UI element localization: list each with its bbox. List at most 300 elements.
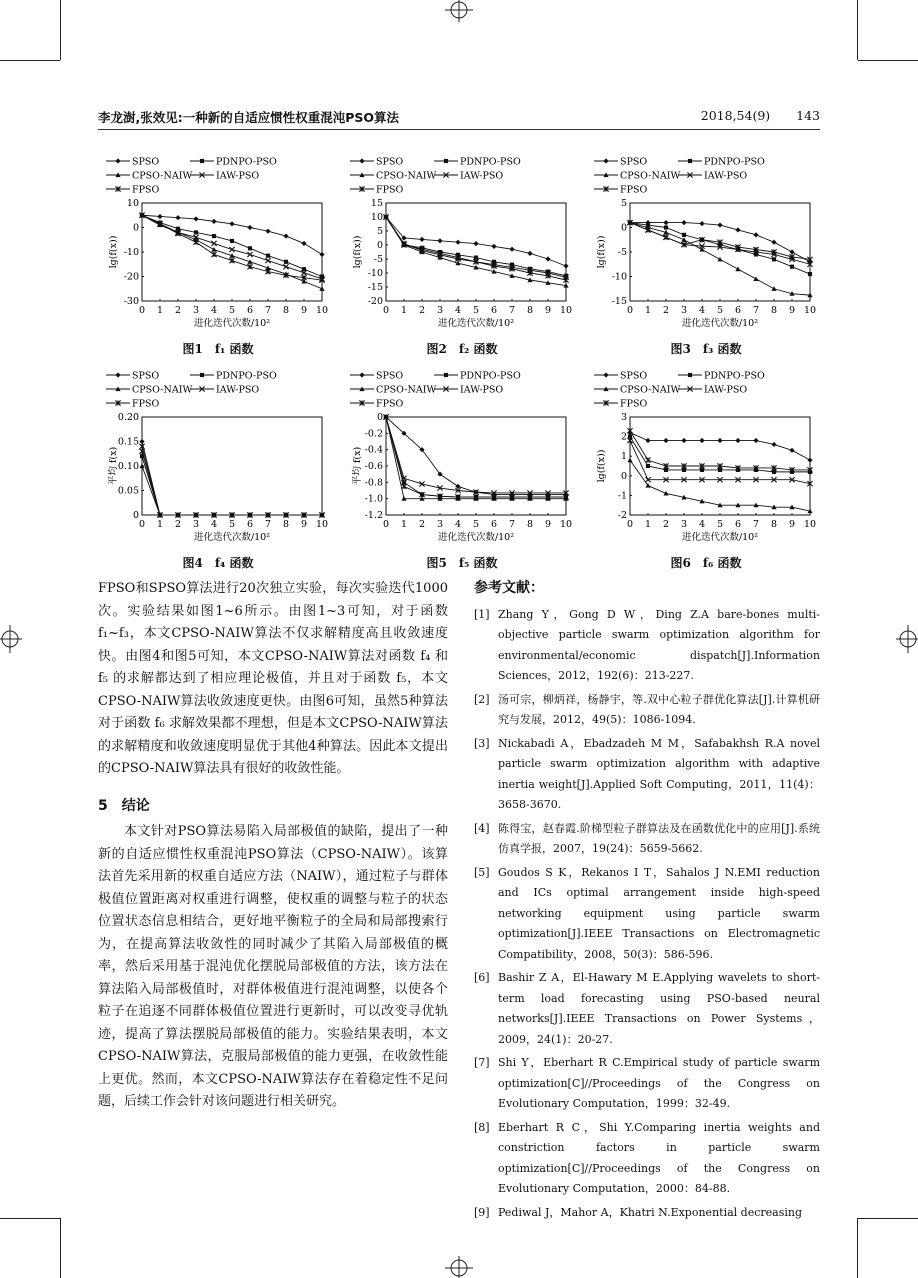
y-tick-label: -1 xyxy=(617,490,627,502)
x-tick-label: 7 xyxy=(264,305,272,316)
figure-caption: 图5 f₅ 函数 xyxy=(426,556,498,570)
reference-number: [8] xyxy=(474,1120,490,1134)
data-point xyxy=(230,239,234,243)
legend-item xyxy=(350,157,403,168)
data-point xyxy=(771,286,776,291)
legend-label: FPSO xyxy=(376,184,404,196)
y-axis-label: 平均 f(x) xyxy=(108,446,119,486)
y-tick-label: -10 xyxy=(367,268,383,279)
data-point xyxy=(301,241,306,246)
reference-text: Goudos S K，Rekanos I T，Sahalos J N.EMI reduction and ICs optimal arrangement inside high-speed networking equipment using particle swarm optimization[J].IEEE Transactions on Electromagnetic Compatibility，2008，50(3)：586-596. xyxy=(498,865,820,961)
x-tick-label: 9 xyxy=(544,305,552,316)
legend-item xyxy=(350,385,436,396)
line-chart xyxy=(586,150,826,360)
crop-mark xyxy=(0,60,60,61)
reference-item xyxy=(474,690,820,731)
x-tick-label: 3 xyxy=(680,519,688,530)
x-tick-label: 8 xyxy=(770,519,778,530)
y-tick-label: 2 xyxy=(620,431,627,443)
reference-text: Pediwal J，Mahor A，Khatri N.Exponential decreasing xyxy=(498,1205,802,1219)
legend-label: FPSO xyxy=(132,398,160,410)
x-axis-label: 进化迭代次数/10² xyxy=(193,532,271,543)
x-tick-label: 6 xyxy=(734,305,742,316)
y-tick-label: 0.20 xyxy=(117,412,139,423)
series-spso xyxy=(139,213,324,257)
legend-item xyxy=(434,171,503,182)
references-column xyxy=(474,578,820,1226)
registration-mark xyxy=(0,625,22,653)
series-fpso xyxy=(139,449,324,518)
y-axis-label: lg(f(x)) xyxy=(596,235,607,269)
x-tick-label: 0 xyxy=(382,519,390,530)
data-point xyxy=(772,257,776,261)
y-tick-label: 0.15 xyxy=(117,436,139,448)
legend-label: PDNPO-PSO xyxy=(460,370,521,382)
series-line xyxy=(142,442,322,516)
data-point xyxy=(247,252,252,257)
data-point xyxy=(789,448,794,453)
data-point xyxy=(419,237,424,242)
legend-label: IAW-PSO xyxy=(704,170,748,182)
legend-item xyxy=(594,399,647,410)
reference-number: [9] xyxy=(474,1205,490,1219)
x-tick-label: 8 xyxy=(526,519,534,530)
legend-marker xyxy=(359,372,364,377)
legend-item xyxy=(434,385,503,396)
legend-label: CPSO-NAIW xyxy=(132,384,193,396)
registration-mark xyxy=(445,0,473,22)
x-tick-label: 8 xyxy=(282,305,290,316)
legend-label: SPSO xyxy=(132,156,160,168)
series-line xyxy=(142,446,322,515)
legend-label: CPSO-NAIW xyxy=(132,170,193,182)
reference-item xyxy=(474,1053,820,1115)
data-point xyxy=(491,244,496,249)
reference-text: 汤可宗，柳炳祥，杨静宇，等.双中心粒子群优化算法[J].计算机研究与发展，2012，49(5)：1086-1094. xyxy=(498,692,820,726)
data-point xyxy=(627,458,632,463)
data-point xyxy=(753,232,758,237)
x-tick-label: 1 xyxy=(400,519,408,530)
y-tick-label: -15 xyxy=(611,296,627,307)
x-tick-label: 6 xyxy=(246,519,254,530)
legend-marker xyxy=(359,158,364,163)
series-pdnpo-pso xyxy=(140,454,324,517)
line-chart xyxy=(342,364,582,574)
data-point xyxy=(771,240,776,245)
y-tick-label: 1 xyxy=(620,451,627,463)
figure-1 xyxy=(98,150,338,350)
plot-frame xyxy=(142,203,322,301)
x-tick-label: 8 xyxy=(770,305,778,316)
legend-marker xyxy=(688,159,692,163)
x-tick-label: 0 xyxy=(138,519,146,530)
x-tick-label: 4 xyxy=(454,305,462,316)
x-tick-label: 4 xyxy=(454,519,462,530)
reference-number: [5] xyxy=(474,865,490,879)
data-point xyxy=(211,219,216,224)
y-tick-label: 0 xyxy=(620,222,627,234)
x-tick-label: 5 xyxy=(228,305,236,316)
series-line xyxy=(386,417,566,495)
data-point xyxy=(790,265,794,269)
reference-item xyxy=(474,863,820,966)
data-point xyxy=(139,439,144,444)
data-point xyxy=(437,238,442,243)
data-point xyxy=(789,249,794,254)
figure-3 xyxy=(586,150,826,350)
data-point xyxy=(699,221,704,226)
data-point xyxy=(455,240,460,245)
y-tick-label: 5 xyxy=(376,226,383,237)
x-tick-label: 1 xyxy=(644,519,652,530)
y-tick-label: 0.05 xyxy=(117,485,139,497)
y-tick-label: 5 xyxy=(620,198,627,209)
x-tick-label: 0 xyxy=(382,305,390,316)
data-point xyxy=(663,491,668,496)
legend-marker xyxy=(115,158,120,163)
x-tick-label: 2 xyxy=(418,305,426,316)
reference-item xyxy=(474,605,820,687)
y-tick-label: 15 xyxy=(370,198,383,209)
y-tick-label: 0.10 xyxy=(117,461,139,472)
data-point xyxy=(194,230,198,234)
x-tick-label: 6 xyxy=(246,305,254,316)
x-tick-label: 1 xyxy=(400,305,408,316)
legend-marker xyxy=(200,373,204,377)
reference-number: [4] xyxy=(474,821,490,835)
x-tick-label: 5 xyxy=(472,305,480,316)
x-tick-label: 3 xyxy=(192,305,200,316)
reference-number: [3] xyxy=(474,736,490,750)
x-tick-label: 1 xyxy=(156,305,164,316)
data-point xyxy=(229,221,234,226)
x-tick-label: 9 xyxy=(544,519,552,530)
body-paragraph: 本文针对PSO算法易陷入局部极值的缺陷，提出了一种新的自适应惯性权重混沌PSO算法（CPSO-NAIW）。该算法首先采用新的权重自适应方法（NAIW），通过粒子与群体极值位置距离对权重进行调整，使权重的调整与粒子的状态位置状态信息相结合，更好地平衡粒子的全局和局部搜索行为，在提高算法收敛性的同时减少了其陷入局部极值的概率，然后采用基于混沌优化摆脱局部极值的方法，该方法在算法陷入局部极值时，对群体极值进行混沌调整，以使各个粒子在追逐不同群体极值位置进行更新时，可以改变寻优轨迹，提高了算法摆脱局部极值的能力。实验结果表明，本文CPSO-NAIW算法，克服局部极值的能力更强，在收敛性能上更优。然而，本文CPSO-NAIW算法存在着稳定性不足问题，后续工作会针对该问题进行相关研究。 xyxy=(98,824,448,1109)
legend-item xyxy=(106,399,159,410)
legend-item xyxy=(190,371,277,382)
x-axis-label: 进化迭代次数/10² xyxy=(681,318,759,329)
figure-caption: 图6 f₆ 函数 xyxy=(670,556,742,570)
x-tick-label: 7 xyxy=(508,305,516,316)
legend-item xyxy=(434,157,521,168)
data-point xyxy=(808,272,812,276)
x-tick-label: 10 xyxy=(559,519,573,530)
y-tick-label: 0 xyxy=(132,222,139,234)
crop-mark xyxy=(857,0,858,60)
legend-item xyxy=(678,371,765,382)
x-tick-label: 5 xyxy=(716,519,724,530)
series-cpso-naiw xyxy=(627,220,812,297)
x-tick-label: 5 xyxy=(472,519,480,530)
legend-marker xyxy=(603,158,608,163)
crop-mark xyxy=(858,1218,918,1219)
legend-item xyxy=(434,371,521,382)
x-tick-label: 2 xyxy=(174,305,182,316)
y-tick-label: -20 xyxy=(123,271,139,283)
series-spso xyxy=(383,414,568,497)
running-header xyxy=(98,108,820,130)
plot-frame xyxy=(630,203,810,301)
x-tick-label: 6 xyxy=(490,519,498,530)
y-axis-label: 平均 f(x) xyxy=(352,446,363,486)
legend-label: IAW-PSO xyxy=(216,170,260,182)
data-point xyxy=(735,267,740,272)
figure-5 xyxy=(342,364,582,564)
figure-caption: 图1 f₁ 函数 xyxy=(182,342,254,356)
y-tick-label: -1.0 xyxy=(364,493,383,505)
legend-label: PDNPO-PSO xyxy=(216,156,277,168)
reference-text: 陈得宝，赵春霞.阶梯型粒子群算法及在函数优化中的应用[J].系统仿真学报，2007，19(24)：5659-5662. xyxy=(498,821,820,855)
data-point xyxy=(664,225,668,229)
figure-caption: 图2 f₂ 函数 xyxy=(426,342,498,356)
series-line xyxy=(386,417,566,493)
series-line xyxy=(386,417,566,497)
reference-number: [7] xyxy=(474,1056,490,1069)
y-tick-label: -0.4 xyxy=(364,444,383,456)
data-point xyxy=(717,257,722,262)
series-fpso xyxy=(627,428,812,472)
data-point xyxy=(175,215,180,220)
y-tick-label: -1.2 xyxy=(364,510,383,521)
legend-item xyxy=(106,371,159,382)
x-tick-label: 4 xyxy=(698,519,706,530)
legend-label: IAW-PSO xyxy=(460,170,504,182)
legend-label: CPSO-NAIW xyxy=(376,384,437,396)
data-point xyxy=(474,256,478,260)
legend-item xyxy=(106,185,159,196)
legend-item xyxy=(350,371,403,382)
figure-6 xyxy=(586,364,826,564)
data-point xyxy=(247,225,252,230)
x-tick-label: 4 xyxy=(210,519,218,530)
x-tick-label: 0 xyxy=(626,519,634,530)
data-point xyxy=(509,247,514,252)
legend-item xyxy=(190,157,277,168)
legend-label: FPSO xyxy=(132,184,160,196)
x-tick-label: 6 xyxy=(734,519,742,530)
x-tick-label: 4 xyxy=(210,305,218,316)
reference-item xyxy=(474,1118,820,1200)
data-point xyxy=(681,220,686,225)
x-tick-label: 2 xyxy=(418,519,426,530)
series-spso xyxy=(627,430,812,463)
legend-label: FPSO xyxy=(620,184,648,196)
legend-item xyxy=(190,171,259,182)
legend-label: IAW-PSO xyxy=(216,384,260,396)
data-point xyxy=(319,252,324,257)
y-tick-label: -30 xyxy=(123,296,139,307)
legend-label: SPSO xyxy=(620,156,648,168)
reference-item xyxy=(474,734,820,816)
legend-marker xyxy=(444,159,448,163)
x-tick-label: 3 xyxy=(680,305,688,316)
legend-item xyxy=(594,371,647,382)
reference-text: Zhang Y，Gong D W，Ding Z.A bare-bones multi-objective particle swarm optimization algorithm for environmental/economic dispatch[J].Information Sciences，2012，192(6)：213-227. xyxy=(498,607,820,682)
figure-caption: 图4 f₄ 函数 xyxy=(182,556,254,570)
legend-label: CPSO-NAIW xyxy=(620,170,681,182)
data-point xyxy=(663,438,668,443)
series-iaw-pso xyxy=(383,414,568,495)
data-point xyxy=(646,464,650,468)
body-paragraph: FPSO和SPSO算法进行20次独立实验，每次实验迭代1000次。实验结果如图1~6所示。由图1~3可知，对于函数 f₁~f₃，本文CPSO-NAIW算法不仅求解精度高且收敛速度快。由图4和图5可知，本文CPSO-NAIW算法对函数 f₄ 和 f₅ 的求解都达到了相应理论极值，并且对于函数 f₅，本文CPSO-NAIW算法收敛速度更快。由图6可知，虽然5种算法对于函数 f₆ 求解效果都不理想，但是本文CPSO-NAIW算法的求解精度和收敛速度明显优于其他4种算法。因此本文提出的CPSO-NAIW算法具有很好的收敛性能。 xyxy=(98,581,448,776)
data-point xyxy=(663,220,668,225)
data-point xyxy=(283,264,288,269)
plot-frame xyxy=(386,203,566,301)
data-point xyxy=(265,258,270,263)
x-tick-label: 3 xyxy=(436,519,444,530)
x-tick-label: 0 xyxy=(626,305,634,316)
data-point xyxy=(645,438,650,443)
legend-label: IAW-PSO xyxy=(460,384,504,396)
plot-frame xyxy=(142,417,322,515)
legend-label: PDNPO-PSO xyxy=(704,156,765,168)
reference-item xyxy=(474,819,820,860)
figure-2 xyxy=(342,150,582,350)
y-tick-label: 10 xyxy=(126,198,139,209)
x-tick-label: 2 xyxy=(174,519,182,530)
series-cpso-naiw xyxy=(383,414,568,500)
references-title: 参考文献： xyxy=(474,580,544,596)
crop-mark xyxy=(857,1218,858,1278)
reference-number: [6] xyxy=(474,971,490,984)
legend-marker xyxy=(603,372,608,377)
legend-marker xyxy=(444,373,448,377)
reference-text: Nickabadi A，Ebadzadeh M M，Safabakhsh R.A novel particle swarm optimization algorithm with adaptive inertia weight[J].Applied Soft Computing，2011，11(4)：3658-3670. xyxy=(498,736,820,811)
x-tick-label: 7 xyxy=(264,519,272,530)
x-tick-label: 9 xyxy=(300,305,308,316)
x-tick-label: 10 xyxy=(803,519,817,530)
section-heading: 5 结论 xyxy=(98,797,150,814)
y-tick-label: 0 xyxy=(132,510,139,521)
series-line xyxy=(142,451,322,515)
x-tick-label: 1 xyxy=(156,519,164,530)
line-chart xyxy=(342,150,582,360)
x-tick-label: 3 xyxy=(436,305,444,316)
crop-mark xyxy=(60,0,61,60)
legend-item xyxy=(594,171,680,182)
data-point xyxy=(735,227,740,232)
x-axis-label: 进化迭代次数/10² xyxy=(193,318,271,329)
legend-label: PDNPO-PSO xyxy=(460,156,521,168)
legend-marker xyxy=(200,159,204,163)
y-tick-label: 3 xyxy=(620,412,627,423)
series-cpso-naiw xyxy=(383,214,568,287)
series-line xyxy=(630,433,810,460)
line-chart xyxy=(98,364,338,574)
y-tick-label: -2 xyxy=(617,510,627,521)
x-tick-label: 5 xyxy=(228,519,236,530)
data-point xyxy=(211,247,216,252)
data-point xyxy=(735,438,740,443)
data-point xyxy=(473,241,478,246)
x-tick-label: 3 xyxy=(192,519,200,530)
legend-item xyxy=(106,157,159,168)
legend-label: IAW-PSO xyxy=(704,384,748,396)
data-point xyxy=(265,229,270,234)
data-point xyxy=(771,442,776,447)
crop-mark xyxy=(60,1218,61,1278)
y-tick-label: -20 xyxy=(367,296,383,307)
series-fpso xyxy=(383,214,568,282)
header-rule xyxy=(98,129,820,130)
y-tick-label: -5 xyxy=(617,247,627,258)
legend-item xyxy=(594,385,680,396)
y-tick-label: 0 xyxy=(620,470,627,482)
series-iaw-pso xyxy=(383,214,568,279)
data-point xyxy=(717,438,722,443)
y-tick-label: -10 xyxy=(123,247,139,258)
legend-label: CPSO-NAIW xyxy=(620,384,681,396)
x-tick-label: 0 xyxy=(138,305,146,316)
header-right xyxy=(701,108,820,123)
x-tick-label: 9 xyxy=(300,519,308,530)
legend-label: PDNPO-PSO xyxy=(216,370,277,382)
x-tick-label: 9 xyxy=(788,519,796,530)
y-tick-label: -0.6 xyxy=(364,461,383,472)
x-tick-label: 2 xyxy=(662,305,670,316)
legend-item xyxy=(190,385,259,396)
reference-item xyxy=(474,968,820,1050)
reference-text: Shi Y，Eberhart R C.Empirical study of particle swarm optimization[C]//Proceedings of the Congress on Evolutionary Computation，1999：32-49. xyxy=(498,1056,820,1110)
series-iaw-pso xyxy=(139,444,324,518)
reference-text: Eberhart R C，Shi Y.Comparing inertia weights and constriction factors in particle swarm optimization[C]//Proceedings of the Congress on Evolutionary Computation，2000：84-88. xyxy=(498,1120,820,1195)
legend-label: SPSO xyxy=(620,370,648,382)
x-tick-label: 9 xyxy=(788,305,796,316)
series-spso xyxy=(139,439,324,518)
legend-marker xyxy=(115,372,120,377)
series-line xyxy=(386,417,566,499)
reference-text: Bashir Z A，El-Hawary M E.Applying wavelets to short-term load forecasting using PSO-based neural networks[J].IEEE Transactions on Power Systems，2009，24(1)：20-27. xyxy=(498,971,820,1046)
y-tick-label: -15 xyxy=(367,282,383,293)
page-number: 143 xyxy=(796,108,820,123)
data-point xyxy=(212,234,216,238)
data-point xyxy=(753,276,758,281)
legend-item xyxy=(350,399,403,410)
legend-label: FPSO xyxy=(620,398,648,410)
data-point xyxy=(193,216,198,221)
data-point xyxy=(545,256,550,261)
crop-mark xyxy=(858,60,918,61)
legend-label: FPSO xyxy=(376,398,404,410)
legend-item xyxy=(678,385,747,396)
y-tick-label: -5 xyxy=(373,254,383,265)
x-tick-label: 10 xyxy=(315,305,329,316)
y-tick-label: 10 xyxy=(370,212,383,223)
series-line xyxy=(386,217,566,286)
y-axis-label: lg(f(x)) xyxy=(352,235,363,269)
data-point xyxy=(628,435,632,439)
data-point xyxy=(157,214,162,219)
legend-label: PDNPO-PSO xyxy=(704,370,765,382)
y-tick-label: 0 xyxy=(376,240,383,251)
series-line xyxy=(142,456,322,515)
x-tick-label: 10 xyxy=(803,305,817,316)
x-tick-label: 2 xyxy=(662,519,670,530)
x-tick-label: 10 xyxy=(559,305,573,316)
data-point xyxy=(563,263,568,268)
x-tick-label: 8 xyxy=(526,305,534,316)
x-tick-label: 7 xyxy=(752,519,760,530)
x-tick-label: 4 xyxy=(698,305,706,316)
registration-mark xyxy=(445,1256,473,1278)
registration-mark xyxy=(896,625,918,653)
legend-label: SPSO xyxy=(376,370,404,382)
legend-item xyxy=(106,171,192,182)
x-tick-label: 6 xyxy=(490,305,498,316)
y-tick-label: 0 xyxy=(376,412,383,423)
body-left-column xyxy=(98,578,448,1114)
x-tick-label: 7 xyxy=(752,305,760,316)
